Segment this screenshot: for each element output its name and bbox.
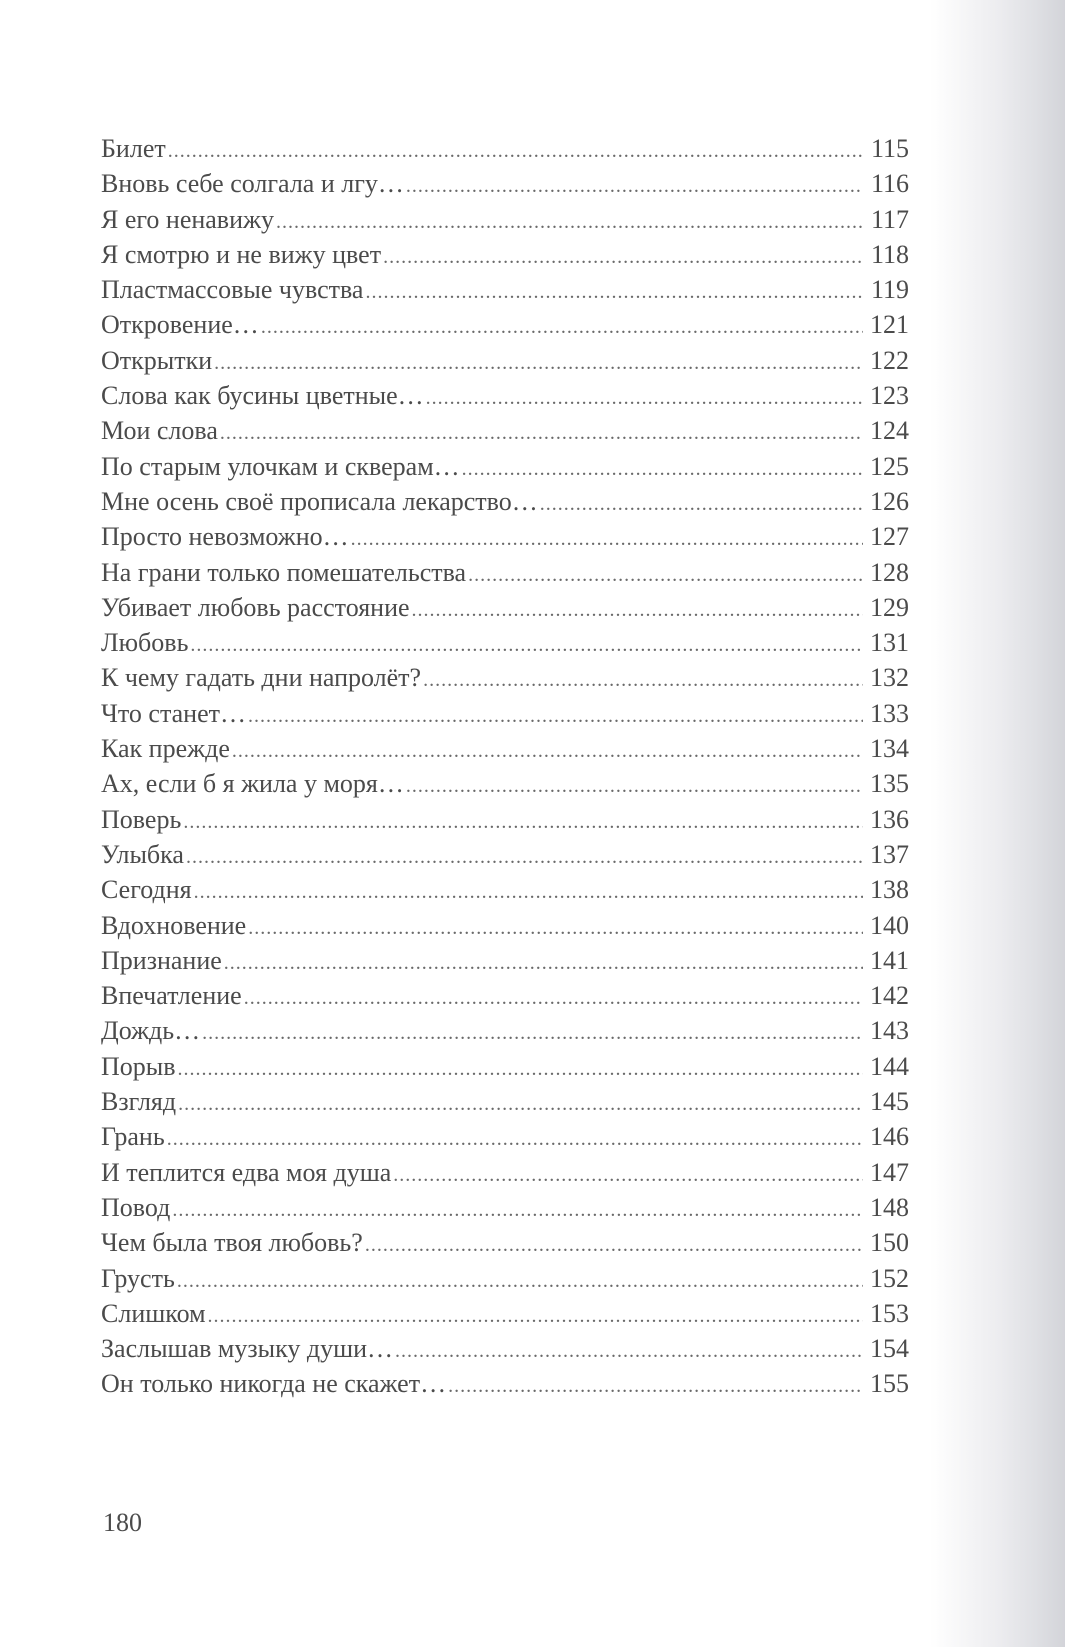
- toc-entry-page: 116: [870, 169, 909, 199]
- toc-entry-page: 141: [870, 945, 909, 975]
- toc-entry-title: Как прежде: [101, 734, 230, 764]
- toc-entry-title: Поверь: [101, 804, 182, 834]
- dot-leader: [177, 1264, 863, 1299]
- dot-leader: [214, 346, 863, 381]
- toc-entry: [101, 449, 909, 484]
- dot-leader: [365, 1228, 863, 1263]
- dot-leader: [276, 205, 863, 240]
- dot-leader: [167, 1122, 863, 1157]
- toc-entry-title: Грань: [101, 1122, 165, 1152]
- toc-entry-title: Мои слова: [101, 416, 218, 446]
- toc-entry: [101, 1366, 909, 1401]
- toc-entry-title: Впечатление: [101, 981, 242, 1011]
- toc-entry-page: 118: [870, 239, 909, 269]
- toc-entry-page: 145: [870, 1087, 909, 1117]
- toc-entry-page: 143: [870, 1016, 909, 1046]
- toc-entry: [101, 802, 909, 837]
- toc-entry: [101, 660, 909, 695]
- toc-entry-title: К чему гадать дни напролёт?: [101, 663, 422, 693]
- toc-entry-page: 121: [870, 310, 909, 340]
- toc-entry-title: Открытки: [101, 345, 213, 375]
- toc-entry-page: 138: [870, 875, 909, 905]
- toc-entry-title: И теплится едва моя душа: [101, 1157, 392, 1187]
- toc-entry: [101, 1084, 909, 1119]
- toc-entry-page: 131: [870, 628, 909, 658]
- toc-entry-page: 147: [870, 1157, 909, 1187]
- dot-leader: [448, 1369, 863, 1404]
- toc-entry: [101, 1261, 909, 1296]
- toc-entry: [101, 1013, 909, 1048]
- toc-entry-title: Он только никогда не скажет…: [101, 1369, 447, 1399]
- toc-entry-title: Мне осень своё прописала лекарство…: [101, 486, 538, 516]
- toc-entry-page: 155: [870, 1369, 909, 1399]
- toc-entry: [101, 555, 909, 590]
- toc-entry: [101, 731, 909, 766]
- toc-entry: [101, 1190, 909, 1225]
- toc-entry-page: 124: [870, 416, 909, 446]
- dot-leader: [208, 1299, 863, 1334]
- toc-entry: [101, 1331, 909, 1366]
- table-of-contents: [101, 131, 909, 1402]
- toc-entry-page: 128: [870, 557, 909, 587]
- dot-leader: [248, 699, 863, 734]
- dot-leader: [406, 169, 863, 204]
- toc-entry-title: Заслышав музыку души…: [101, 1334, 394, 1364]
- toc-entry: [101, 413, 909, 448]
- dot-leader: [244, 981, 863, 1016]
- toc-entry-title: Пластмассовые чувства: [101, 275, 364, 305]
- toc-entry: [101, 625, 909, 660]
- dot-leader: [426, 381, 863, 416]
- dot-leader: [202, 1016, 863, 1051]
- toc-entry-title: Повод: [101, 1192, 171, 1222]
- toc-entry-title: На грани только помешательства: [101, 557, 467, 587]
- dot-leader: [540, 487, 863, 522]
- dot-leader: [462, 452, 863, 487]
- toc-entry-title: Признание: [101, 945, 222, 975]
- dot-leader: [423, 663, 863, 698]
- toc-entry-page: 153: [870, 1298, 909, 1328]
- toc-entry: [101, 343, 909, 378]
- dot-leader: [261, 310, 863, 345]
- dot-leader: [194, 875, 863, 910]
- toc-entry-title: Слишком: [101, 1298, 206, 1328]
- dot-leader: [393, 1158, 863, 1193]
- toc-entry-title: Грусть: [101, 1263, 175, 1293]
- toc-entry-page: 150: [870, 1228, 909, 1258]
- dot-leader: [186, 840, 863, 875]
- toc-entry-page: 146: [870, 1122, 909, 1152]
- toc-entry-title: Что станет…: [101, 698, 246, 728]
- toc-entry: [101, 237, 909, 272]
- toc-entry-title: Вновь себе солгала и лгу…: [101, 169, 404, 199]
- toc-entry-page: 132: [870, 663, 909, 693]
- toc-entry-title: Чем была твоя любовь?: [101, 1228, 363, 1258]
- dot-leader: [232, 734, 863, 769]
- toc-entry-page: 125: [870, 451, 909, 481]
- toc-entry: [101, 272, 909, 307]
- toc-entry-page: 127: [870, 522, 909, 552]
- dot-leader: [412, 593, 863, 628]
- dot-leader: [183, 805, 863, 840]
- toc-entry-title: Сегодня: [101, 875, 192, 905]
- dot-leader: [190, 628, 863, 663]
- toc-entry-title: Любовь: [101, 628, 189, 658]
- toc-entry: [101, 766, 909, 801]
- toc-entry-page: 154: [870, 1334, 909, 1364]
- toc-entry-page: 126: [870, 486, 909, 516]
- toc-entry-title: Вдохновение: [101, 910, 247, 940]
- dot-leader: [365, 275, 863, 310]
- toc-entry: [101, 590, 909, 625]
- toc-entry: [101, 166, 909, 201]
- toc-entry-page: 134: [870, 734, 909, 764]
- toc-entry: [101, 943, 909, 978]
- dot-leader: [395, 1334, 863, 1369]
- toc-entry-title: Порыв: [101, 1051, 176, 1081]
- toc-entry: [101, 872, 909, 907]
- toc-entry: [101, 519, 909, 554]
- toc-entry-page: 115: [870, 134, 909, 163]
- toc-entry-title: Слова как бусины цветные…: [101, 381, 424, 411]
- dot-leader: [351, 522, 863, 557]
- toc-entry: [101, 1049, 909, 1084]
- toc-entry: [101, 1225, 909, 1260]
- toc-entry-page: 129: [870, 592, 909, 622]
- toc-entry-page: 123: [870, 381, 909, 411]
- toc-entry-title: Улыбка: [101, 839, 184, 869]
- dot-leader: [220, 416, 863, 451]
- toc-entry-page: 152: [870, 1263, 909, 1293]
- toc-entry-title: Билет: [101, 134, 166, 163]
- toc-entry-page: 144: [870, 1051, 909, 1081]
- toc-entry-page: 140: [870, 910, 909, 940]
- toc-entry-page: 137: [870, 839, 909, 869]
- toc-entry: [101, 1296, 909, 1331]
- toc-entry-title: Я его ненавижу: [101, 204, 274, 234]
- toc-entry: [101, 908, 909, 943]
- dot-leader: [383, 240, 863, 275]
- dot-leader: [168, 134, 863, 169]
- toc-entry: [101, 837, 909, 872]
- toc-entry-page: 142: [870, 981, 909, 1011]
- toc-entry-page: 117: [870, 204, 909, 234]
- toc-entry-title: По старым улочкам и скверам…: [101, 451, 460, 481]
- dot-leader: [406, 769, 863, 804]
- dot-leader: [224, 946, 863, 981]
- toc-entry: [101, 131, 909, 166]
- toc-entry-page: 148: [870, 1192, 909, 1222]
- toc-entry-page: 119: [870, 275, 909, 305]
- toc-entry: [101, 696, 909, 731]
- toc-entry-title: Откровение…: [101, 310, 259, 340]
- toc-entry-title: Убивает любовь расстояние: [101, 592, 410, 622]
- toc-entry-page: 133: [870, 698, 909, 728]
- toc-entry-page: 135: [870, 769, 909, 799]
- dot-leader: [248, 911, 863, 946]
- toc-entry: [101, 307, 909, 342]
- toc-entry: [101, 484, 909, 519]
- toc-entry: [101, 202, 909, 237]
- toc-entry-page: 136: [870, 804, 909, 834]
- toc-entry-title: Взгляд: [101, 1087, 177, 1117]
- toc-entry-title: Дождь…: [101, 1016, 201, 1046]
- toc-entry-page: 122: [870, 345, 909, 375]
- toc-entry-title: Просто невозможно…: [101, 522, 349, 552]
- dot-leader: [172, 1193, 863, 1228]
- toc-entry: [101, 1119, 909, 1154]
- toc-entry: [101, 978, 909, 1013]
- dot-leader: [178, 1087, 863, 1122]
- toc-entry-title: Я смотрю и не вижу цвет: [101, 239, 382, 269]
- dot-leader: [468, 558, 863, 593]
- toc-entry: [101, 1155, 909, 1190]
- page-number: 180: [103, 1508, 142, 1537]
- dot-leader: [178, 1052, 863, 1087]
- toc-entry: [101, 378, 909, 413]
- toc-entry-title: Ах, если б я жила у моря…: [101, 769, 404, 799]
